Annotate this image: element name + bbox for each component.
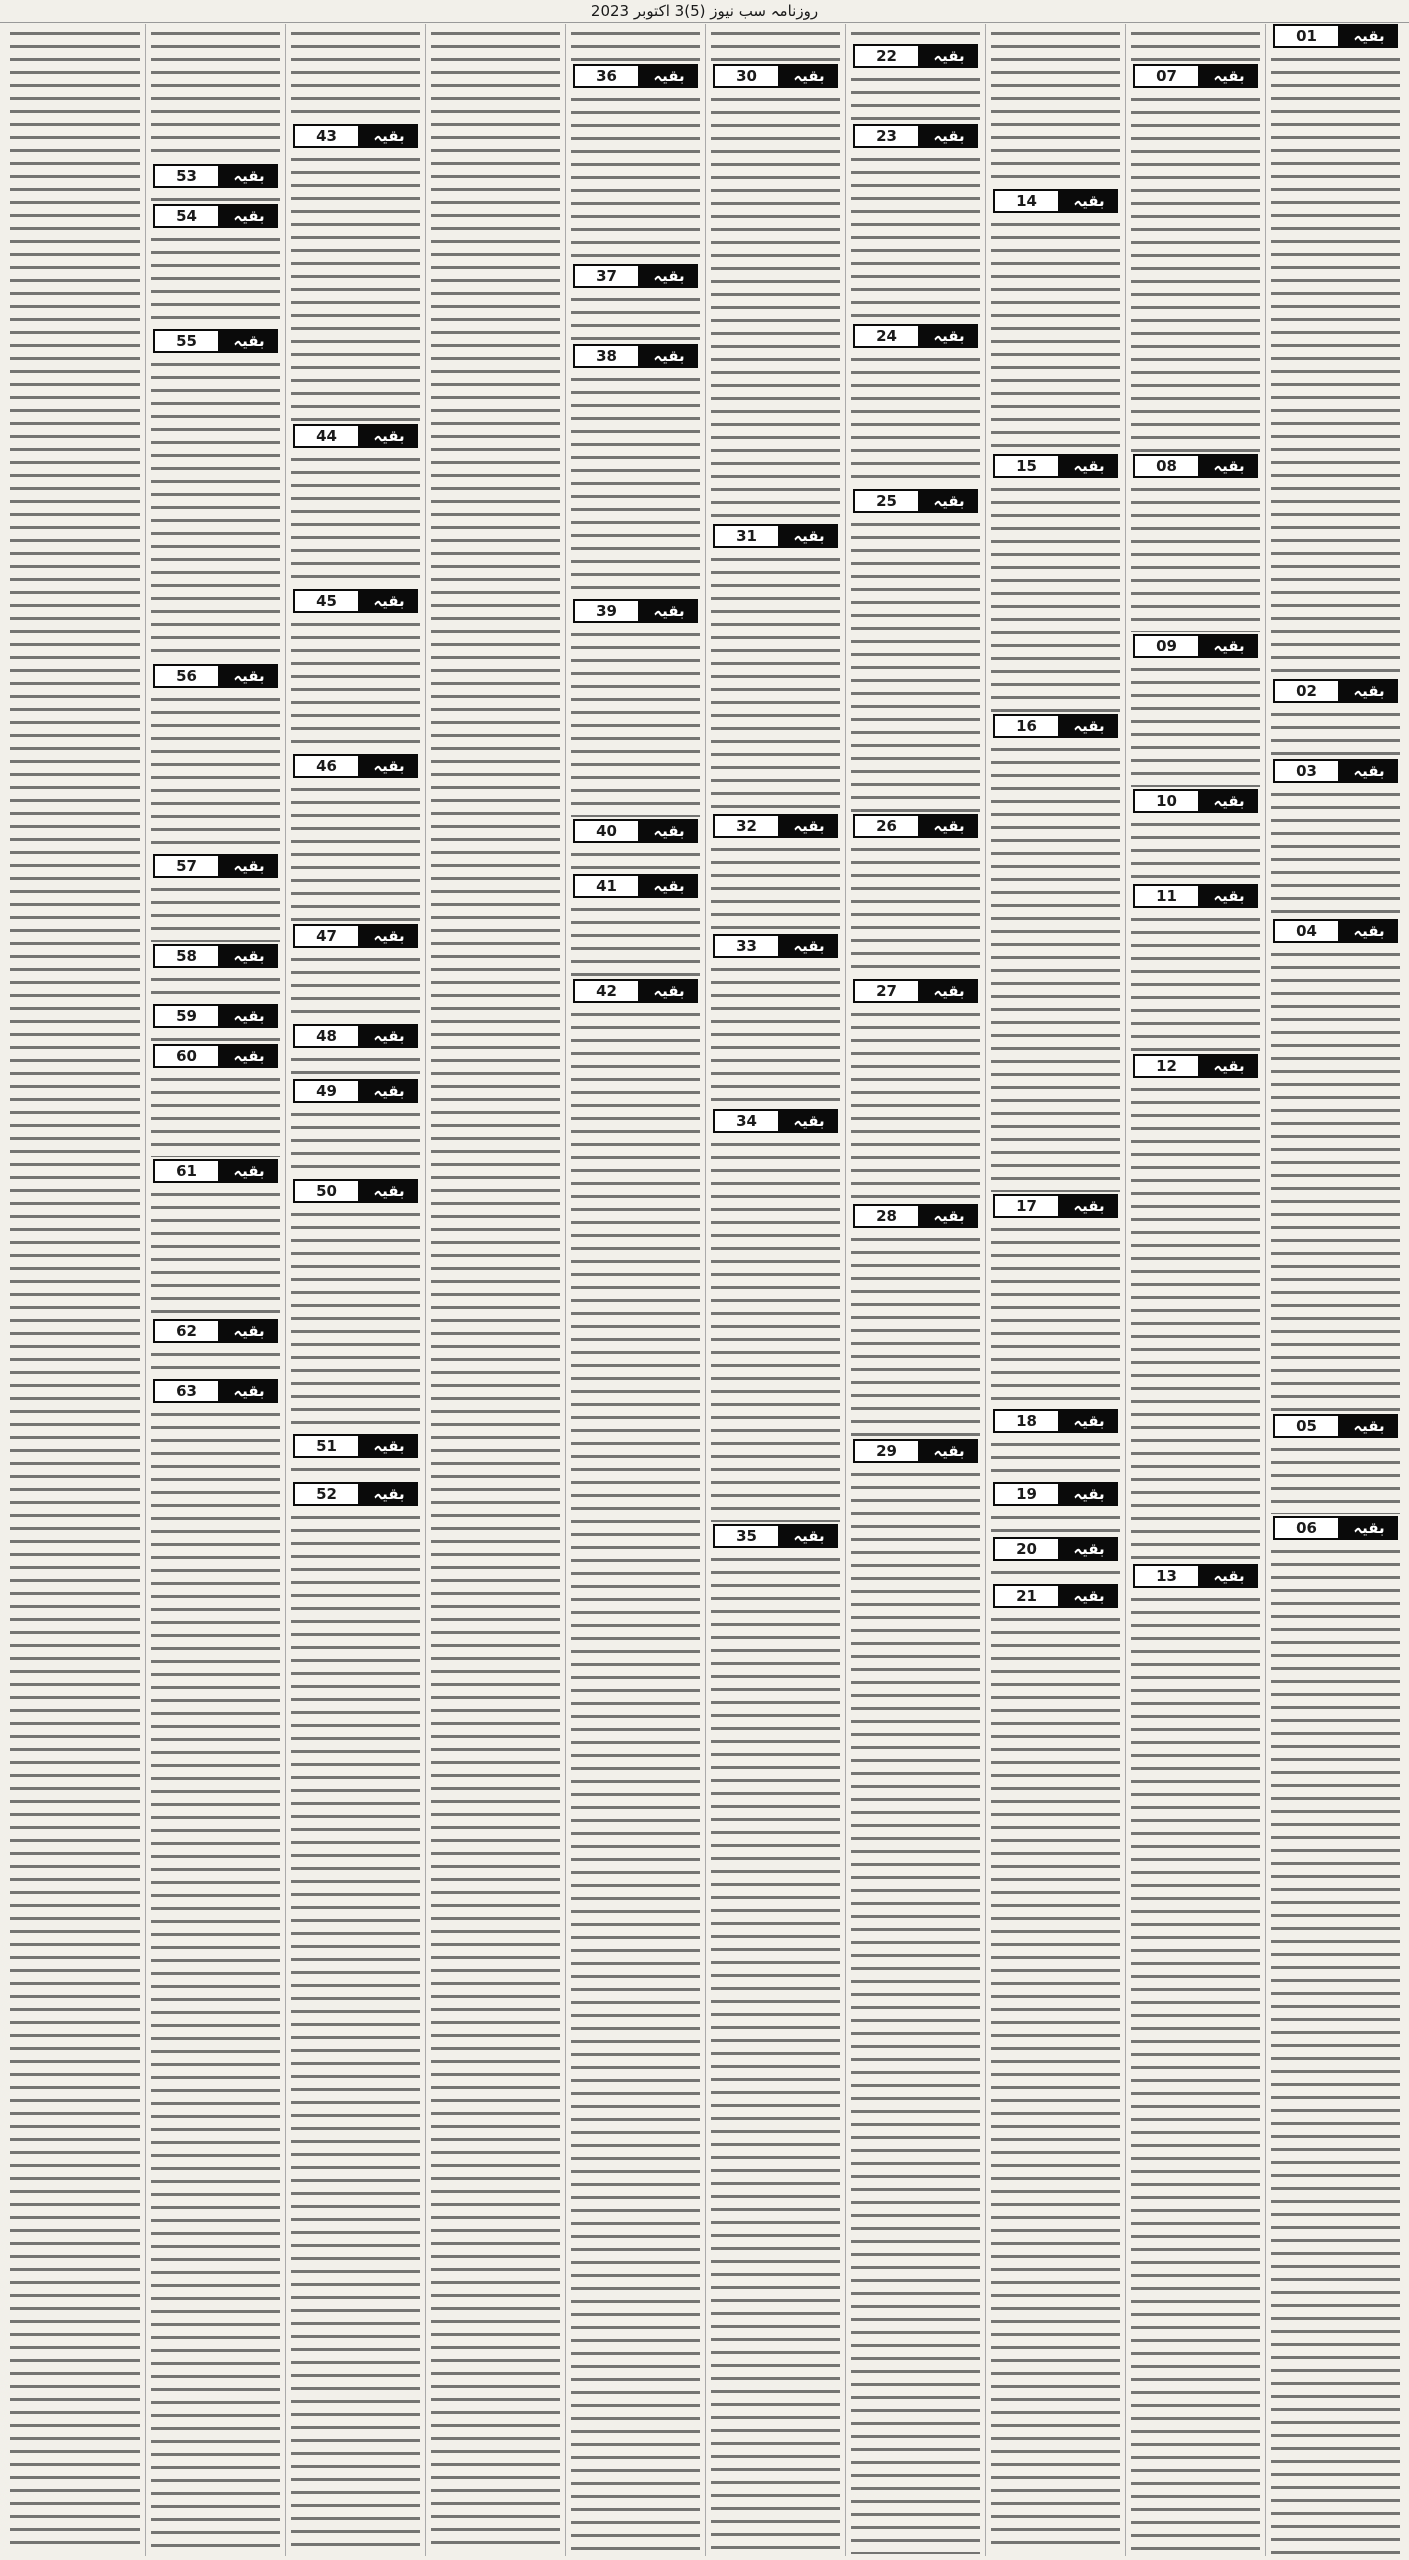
article-text-block xyxy=(151,232,280,327)
continuation-number: 59 xyxy=(153,1004,220,1028)
continuation-number: 10 xyxy=(1133,789,1200,813)
continuation-label: بقیہ xyxy=(920,44,978,68)
article-text-block xyxy=(571,372,700,597)
continuation-number: 55 xyxy=(153,329,220,353)
article-text-block xyxy=(991,482,1120,712)
continuation-box xyxy=(153,164,278,188)
continuation-number: 07 xyxy=(1133,64,1200,88)
continuation-box xyxy=(1133,1054,1258,1078)
continuation-number: 43 xyxy=(293,124,360,148)
continuation-box xyxy=(993,1409,1118,1433)
article-text-block xyxy=(151,1407,280,2554)
continuation-number: 42 xyxy=(573,979,640,1003)
continuation-number: 22 xyxy=(853,44,920,68)
continuation-number: 50 xyxy=(293,1179,360,1203)
article-text-block xyxy=(1131,912,1260,1052)
continuation-number: 19 xyxy=(993,1482,1060,1506)
article-text-block xyxy=(1271,1442,1400,1514)
continuation-number: 30 xyxy=(713,64,780,88)
continuation-box xyxy=(853,324,978,348)
continuation-box xyxy=(993,454,1118,478)
continuation-box xyxy=(853,979,978,1003)
continuation-box xyxy=(993,189,1118,213)
continuation-box xyxy=(293,1482,418,1506)
article-text-block xyxy=(991,1565,1120,1582)
article-text-block xyxy=(291,952,420,1022)
continuation-label: بقیہ xyxy=(220,204,278,228)
continuation-box xyxy=(1273,679,1398,703)
continuation-number: 48 xyxy=(293,1024,360,1048)
continuation-number: 49 xyxy=(293,1079,360,1103)
continuation-label: بقیہ xyxy=(920,979,978,1003)
continuation-label: بقیہ xyxy=(1340,1516,1398,1540)
article-text-block xyxy=(151,1032,280,1042)
continuation-label: بقیہ xyxy=(1200,64,1258,88)
continuation-box xyxy=(153,1379,278,1403)
continuation-box xyxy=(153,1159,278,1183)
continuation-number: 37 xyxy=(573,264,640,288)
continuation-box xyxy=(713,814,838,838)
continuation-number: 53 xyxy=(153,164,220,188)
article-text-block xyxy=(151,26,280,162)
article-text-block xyxy=(711,962,840,1107)
article-text-block xyxy=(151,1347,280,1377)
continuation-label: بقیہ xyxy=(920,489,978,513)
article-text-block xyxy=(151,972,280,1002)
continuation-label: بقیہ xyxy=(1340,919,1398,943)
continuation-box xyxy=(573,979,698,1003)
article-text-block xyxy=(711,1137,840,1522)
continuation-box xyxy=(153,854,278,878)
article-text-block xyxy=(571,292,700,342)
continuation-label: بقیہ xyxy=(920,124,978,148)
continuation-label: بقیہ xyxy=(920,1439,978,1463)
continuation-label: بقیہ xyxy=(360,1024,418,1048)
continuation-number: 33 xyxy=(713,934,780,958)
continuation-box xyxy=(573,599,698,623)
continuation-label: بقیہ xyxy=(780,64,838,88)
article-text-block xyxy=(1271,787,1400,917)
continuation-box xyxy=(153,329,278,353)
column-8 xyxy=(285,24,425,2556)
continuation-label: بقیہ xyxy=(640,599,698,623)
continuation-number: 32 xyxy=(713,814,780,838)
continuation-box xyxy=(1133,634,1258,658)
continuation-number: 08 xyxy=(1133,454,1200,478)
continuation-label: بقیہ xyxy=(1200,884,1258,908)
continuation-label: بقیہ xyxy=(1200,789,1258,813)
continuation-label: بقیہ xyxy=(1340,24,1398,48)
continuation-number: 36 xyxy=(573,64,640,88)
continuation-box xyxy=(853,44,978,68)
continuation-label: بقیہ xyxy=(1060,1537,1118,1561)
continuation-label: بقیہ xyxy=(220,1044,278,1068)
column-1 xyxy=(1265,24,1405,2556)
continuation-box xyxy=(993,1537,1118,1561)
continuation-label: بقیہ xyxy=(1060,1194,1118,1218)
continuation-label: بقیہ xyxy=(1200,454,1258,478)
continuation-box xyxy=(993,1482,1118,1506)
continuation-number: 57 xyxy=(153,854,220,878)
continuation-label: بقیہ xyxy=(360,1179,418,1203)
newspaper-masthead xyxy=(0,0,1409,23)
continuation-number: 54 xyxy=(153,204,220,228)
continuation-label: بقیہ xyxy=(1060,1584,1118,1608)
continuation-label: بقیہ xyxy=(780,934,838,958)
continuation-number: 41 xyxy=(573,874,640,898)
continuation-number: 35 xyxy=(713,1524,780,1548)
continuation-label: بقیہ xyxy=(220,664,278,688)
article-text-block xyxy=(711,842,840,932)
continuation-label: بقیہ xyxy=(220,329,278,353)
continuation-label: بقیہ xyxy=(780,524,838,548)
continuation-number: 03 xyxy=(1273,759,1340,783)
continuation-label: بقیہ xyxy=(1060,1482,1118,1506)
continuation-box xyxy=(713,934,838,958)
article-text-block xyxy=(1131,92,1260,452)
article-text-block xyxy=(991,217,1120,452)
article-text-block xyxy=(851,1232,980,1437)
article-text-block xyxy=(151,357,280,662)
article-text-block xyxy=(711,26,840,62)
column-10 xyxy=(5,24,145,2556)
continuation-number: 51 xyxy=(293,1434,360,1458)
article-text-block xyxy=(1271,707,1400,757)
continuation-box xyxy=(853,124,978,148)
continuation-box xyxy=(293,754,418,778)
continuation-label: بقیہ xyxy=(1200,1054,1258,1078)
continuation-label: بقیہ xyxy=(1340,679,1398,703)
continuation-label: بقیہ xyxy=(360,924,418,948)
continuation-number: 18 xyxy=(993,1409,1060,1433)
article-text-block xyxy=(711,1552,840,2554)
continuation-box xyxy=(153,664,278,688)
continuation-box xyxy=(1273,24,1398,48)
continuation-label: بقیہ xyxy=(920,814,978,838)
article-text-block xyxy=(291,1107,420,1177)
continuation-label: بقیہ xyxy=(1200,1564,1258,1588)
continuation-number: 47 xyxy=(293,924,360,948)
continuation-label: بقیہ xyxy=(1060,454,1118,478)
continuation-label: بقیہ xyxy=(1060,714,1118,738)
continuation-box xyxy=(293,924,418,948)
continuation-number: 02 xyxy=(1273,679,1340,703)
continuation-label: بقیہ xyxy=(780,1524,838,1548)
continuation-label: بقیہ xyxy=(360,1079,418,1103)
continuation-number: 17 xyxy=(993,1194,1060,1218)
continuation-number: 61 xyxy=(153,1159,220,1183)
article-text-block xyxy=(151,1187,280,1317)
continuation-number: 44 xyxy=(293,424,360,448)
continuation-box xyxy=(1133,64,1258,88)
continuation-label: بقیہ xyxy=(220,854,278,878)
article-text-block xyxy=(851,842,980,977)
article-text-block xyxy=(991,1222,1120,1407)
continuation-box xyxy=(1273,759,1398,783)
continuation-box xyxy=(153,1044,278,1068)
continuation-box xyxy=(713,1524,838,1548)
continuation-label: بقیہ xyxy=(220,1319,278,1343)
article-text-block xyxy=(1131,1082,1260,1562)
column-2 xyxy=(1125,24,1265,2556)
continuation-label: بقیہ xyxy=(640,819,698,843)
continuation-box xyxy=(853,489,978,513)
continuation-box xyxy=(573,264,698,288)
article-text-block xyxy=(711,552,840,812)
continuation-box xyxy=(153,1319,278,1343)
article-text-block xyxy=(151,882,280,942)
continuation-box xyxy=(853,814,978,838)
article-text-block xyxy=(851,152,980,322)
article-text-block xyxy=(991,1510,1120,1535)
continuation-number: 46 xyxy=(293,754,360,778)
continuation-box xyxy=(1133,789,1258,813)
continuation-number: 15 xyxy=(993,454,1060,478)
continuation-box xyxy=(293,589,418,613)
newspaper-page xyxy=(4,24,1405,2556)
continuation-number: 25 xyxy=(853,489,920,513)
article-text-block xyxy=(1271,1544,1400,2554)
newspaper-title: روزنامہ سب نیوز (5)3 اکتوبر 2023 xyxy=(590,2,819,20)
continuation-label: بقیہ xyxy=(640,64,698,88)
continuation-box xyxy=(573,64,698,88)
continuation-number: 56 xyxy=(153,664,220,688)
continuation-box xyxy=(1273,1516,1398,1540)
continuation-box xyxy=(293,1024,418,1048)
continuation-box xyxy=(993,1584,1118,1608)
continuation-label: بقیہ xyxy=(780,1109,838,1133)
continuation-number: 06 xyxy=(1273,1516,1340,1540)
article-text-block xyxy=(1131,817,1260,882)
article-text-block xyxy=(851,1007,980,1202)
continuation-label: بقیہ xyxy=(360,1482,418,1506)
column-7 xyxy=(425,24,565,2556)
continuation-box xyxy=(293,1434,418,1458)
continuation-number: 13 xyxy=(1133,1564,1200,1588)
article-text-block xyxy=(571,902,700,977)
continuation-box xyxy=(1273,1414,1398,1438)
continuation-box xyxy=(573,874,698,898)
continuation-label: بقیہ xyxy=(920,324,978,348)
continuation-number: 01 xyxy=(1273,24,1340,48)
continuation-label: بقیہ xyxy=(640,344,698,368)
continuation-number: 09 xyxy=(1133,634,1200,658)
continuation-box xyxy=(1133,1564,1258,1588)
article-text-block xyxy=(1131,26,1260,62)
article-text-block xyxy=(1131,482,1260,632)
article-text-block xyxy=(851,26,980,42)
article-text-block xyxy=(991,742,1120,1192)
continuation-number: 04 xyxy=(1273,919,1340,943)
article-text-block xyxy=(151,1072,280,1157)
article-text-block xyxy=(851,72,980,122)
column-9 xyxy=(145,24,285,2556)
continuation-label: بقیہ xyxy=(1340,759,1398,783)
continuation-box xyxy=(993,1194,1118,1218)
article-text-block xyxy=(291,1207,420,1432)
continuation-label: بقیہ xyxy=(1060,189,1118,213)
continuation-box xyxy=(713,524,838,548)
article-text-block xyxy=(991,1437,1120,1480)
article-text-block xyxy=(291,1510,420,2554)
continuation-number: 11 xyxy=(1133,884,1200,908)
column-5 xyxy=(705,24,845,2556)
article-text-block xyxy=(851,352,980,487)
continuation-box xyxy=(1133,884,1258,908)
article-text-block xyxy=(291,1462,420,1480)
article-text-block xyxy=(291,782,420,922)
article-text-block xyxy=(571,26,700,62)
continuation-label: بقیہ xyxy=(780,814,838,838)
article-text-block xyxy=(571,92,700,262)
continuation-box xyxy=(293,424,418,448)
continuation-number: 20 xyxy=(993,1537,1060,1561)
article-text-block xyxy=(991,26,1120,187)
continuation-number: 21 xyxy=(993,1584,1060,1608)
continuation-label: بقیہ xyxy=(360,424,418,448)
continuation-box xyxy=(993,714,1118,738)
continuation-label: بقیہ xyxy=(640,264,698,288)
continuation-box xyxy=(293,1179,418,1203)
article-text-block xyxy=(711,92,840,522)
article-text-block xyxy=(151,192,280,202)
continuation-label: بقیہ xyxy=(220,1379,278,1403)
continuation-number: 58 xyxy=(153,944,220,968)
article-text-block xyxy=(291,452,420,587)
continuation-number: 38 xyxy=(573,344,640,368)
continuation-label: بقیہ xyxy=(640,979,698,1003)
article-text-block xyxy=(291,1052,420,1077)
article-text-block xyxy=(571,1007,700,2554)
continuation-number: 34 xyxy=(713,1109,780,1133)
continuation-number: 39 xyxy=(573,599,640,623)
continuation-number: 27 xyxy=(853,979,920,1003)
continuation-label: بقیہ xyxy=(640,874,698,898)
continuation-box xyxy=(153,944,278,968)
column-4 xyxy=(845,24,985,2556)
continuation-box xyxy=(573,819,698,843)
continuation-box xyxy=(853,1204,978,1228)
continuation-number: 26 xyxy=(853,814,920,838)
article-text-block xyxy=(1131,662,1260,787)
continuation-box xyxy=(293,124,418,148)
continuation-number: 16 xyxy=(993,714,1060,738)
continuation-label: بقیہ xyxy=(360,589,418,613)
continuation-label: بقیہ xyxy=(220,944,278,968)
continuation-label: بقیہ xyxy=(1200,634,1258,658)
continuation-box xyxy=(293,1079,418,1103)
article-text-block xyxy=(851,1467,980,2554)
article-text-block xyxy=(291,152,420,422)
article-text-block xyxy=(1131,1592,1260,2554)
continuation-label: بقیہ xyxy=(920,1204,978,1228)
article-text-block xyxy=(291,617,420,752)
continuation-number: 29 xyxy=(853,1439,920,1463)
article-text-block xyxy=(1271,947,1400,1412)
column-6 xyxy=(565,24,705,2556)
continuation-box xyxy=(153,204,278,228)
article-text-block xyxy=(1271,52,1400,677)
continuation-number: 60 xyxy=(153,1044,220,1068)
continuation-number: 63 xyxy=(153,1379,220,1403)
article-text-block xyxy=(10,26,140,2554)
continuation-label: بقیہ xyxy=(1060,1409,1118,1433)
continuation-label: بقیہ xyxy=(220,1159,278,1183)
continuation-number: 62 xyxy=(153,1319,220,1343)
continuation-number: 05 xyxy=(1273,1414,1340,1438)
continuation-number: 40 xyxy=(573,819,640,843)
continuation-number: 14 xyxy=(993,189,1060,213)
continuation-label: بقیہ xyxy=(1340,1414,1398,1438)
article-text-block xyxy=(151,692,280,852)
continuation-box xyxy=(1133,454,1258,478)
article-text-block xyxy=(431,26,560,2554)
continuation-number: 24 xyxy=(853,324,920,348)
continuation-box xyxy=(153,1004,278,1028)
continuation-number: 28 xyxy=(853,1204,920,1228)
continuation-label: بقیہ xyxy=(220,1004,278,1028)
article-text-block xyxy=(571,847,700,872)
continuation-label: بقیہ xyxy=(220,164,278,188)
continuation-box xyxy=(713,1109,838,1133)
continuation-number: 45 xyxy=(293,589,360,613)
continuation-label: بقیہ xyxy=(360,754,418,778)
continuation-number: 23 xyxy=(853,124,920,148)
continuation-box xyxy=(573,344,698,368)
continuation-number: 12 xyxy=(1133,1054,1200,1078)
continuation-label: بقیہ xyxy=(360,124,418,148)
continuation-box xyxy=(713,64,838,88)
article-text-block xyxy=(291,26,420,122)
continuation-box xyxy=(1273,919,1398,943)
article-text-block xyxy=(851,517,980,812)
continuation-label: بقیہ xyxy=(360,1434,418,1458)
article-text-block xyxy=(991,1612,1120,2554)
column-3 xyxy=(985,24,1125,2556)
article-text-block xyxy=(571,627,700,817)
continuation-number: 31 xyxy=(713,524,780,548)
continuation-box xyxy=(853,1439,978,1463)
continuation-number: 52 xyxy=(293,1482,360,1506)
